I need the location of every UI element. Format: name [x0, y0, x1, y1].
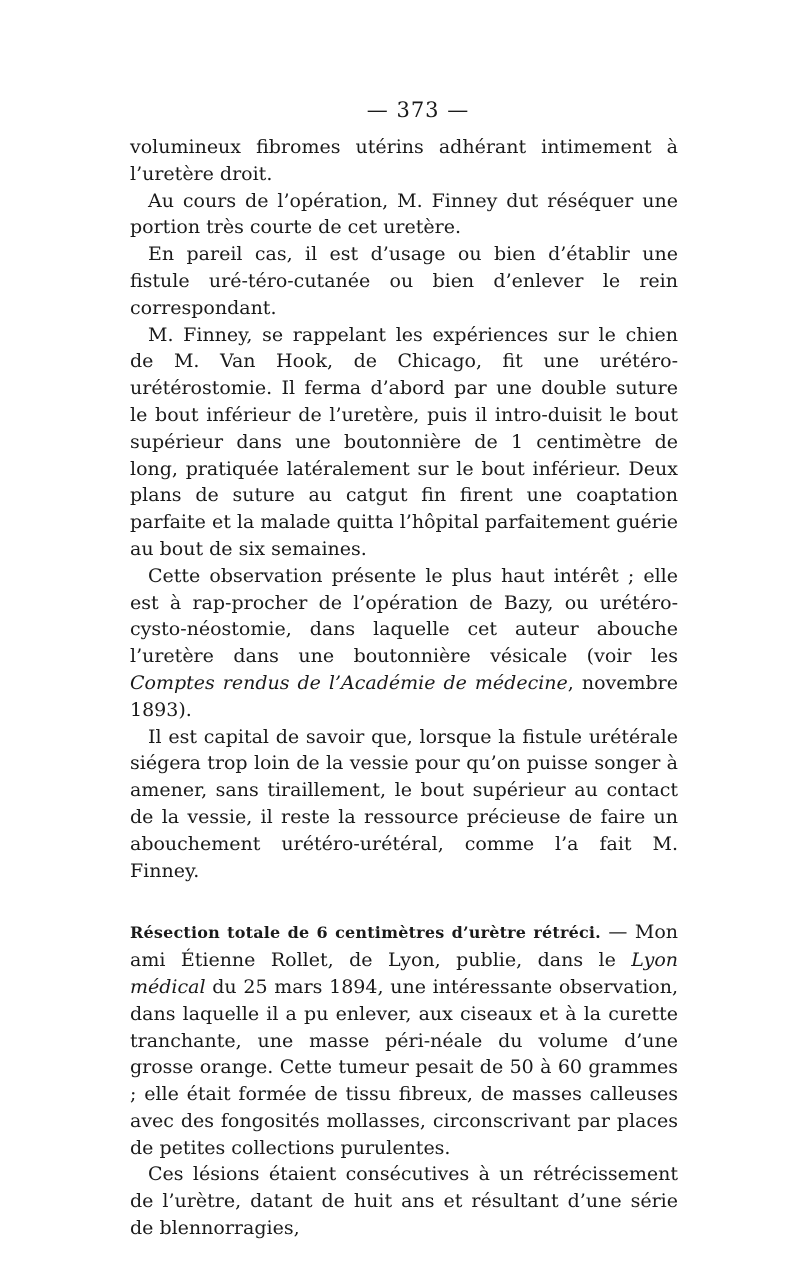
citation-title: Comptes rendus de l’Académie de médecine — [130, 671, 568, 694]
paragraph-text: , novembre 1893). — [130, 671, 678, 721]
paragraph: volumineux fibromes utérins adhérant intimement à l’uretère droit. — [130, 136, 678, 185]
page-number: — 373 — — [366, 98, 470, 122]
paragraph — [130, 919, 678, 1161]
section-title: Résection totale de 6 centimètres d’urètre rétréci. — [130, 923, 601, 943]
section-ureter — [130, 134, 678, 884]
paragraph: En pareil cas, il est d’usage ou bien d’établir une fistule uré-téro-cutanée ou bien d’enlever le rein correspondant. — [130, 243, 678, 319]
paragraph: M. Finney, se rappelant les expériences sur le chien de M. Van Hook, de Chicago, fit une urétéro-urétérostomie. Il ferma d’abord par une double suture le bout inférieur de l’uretère, puis il intro-duisit le bout supérieur dans une boutonnière de 1 centimètre de long, pratiquée latéralement sur le bout inférieur. Deux plans de suture au catgut fin firent une coaptation parfaite et la malade quitta l’hôpital parfaitement guérie au bout de six semaines. — [130, 323, 678, 560]
paragraph — [130, 563, 678, 724]
paragraph: Il est capital de savoir que, lorsque la fistule urétérale siégera trop loin de la vessie pour qu’on puisse songer à amener, sans tiraillement, le bout supérieur au contact de la vessie, il reste la ressource précieuse de faire un abouchement urétéro-urétéral, comme l’a fait M. Finney. — [130, 725, 678, 882]
section-urethra — [130, 919, 678, 1242]
section-gap — [130, 884, 678, 919]
paragraph-text: du 25 mars 1894, une intéressante observation, dans laquelle il a pu enlever, aux ciseaux et à la curette tranchante, une masse péri-néale du volume d’une grosse orange. Cette tumeur pesait de 50 à 60 grammes ; elle était formée de tissu fibreux, de masses calleuses avec des fongosités mollasses, circonscrivant par places de petites collections purulentes. — [130, 975, 678, 1159]
document-page — [130, 96, 678, 1242]
paragraph: Au cours de l’opération, M. Finney dut réséquer une portion très courte de cet uretère. — [130, 189, 678, 239]
journal-title: Lyon médical — [130, 949, 678, 998]
paragraph: Ces lésions étaient consécutives à un rétrécissement de l’urètre, datant de huit ans et résultant d’une série de blennorragies, — [130, 1163, 678, 1240]
paragraph-text: Cette observation présente le plus haut intérêt ; elle est à rap-procher de l’opération de Bazy, ou urétéro-cysto-néostomie, dans laquelle cet auteur abouche l’uretère dans une boutonnière vésicale (voir les — [130, 564, 678, 668]
paragraph-text: — Mon ami Étienne Rollet, de Lyon, publie, dans le — [130, 921, 678, 972]
